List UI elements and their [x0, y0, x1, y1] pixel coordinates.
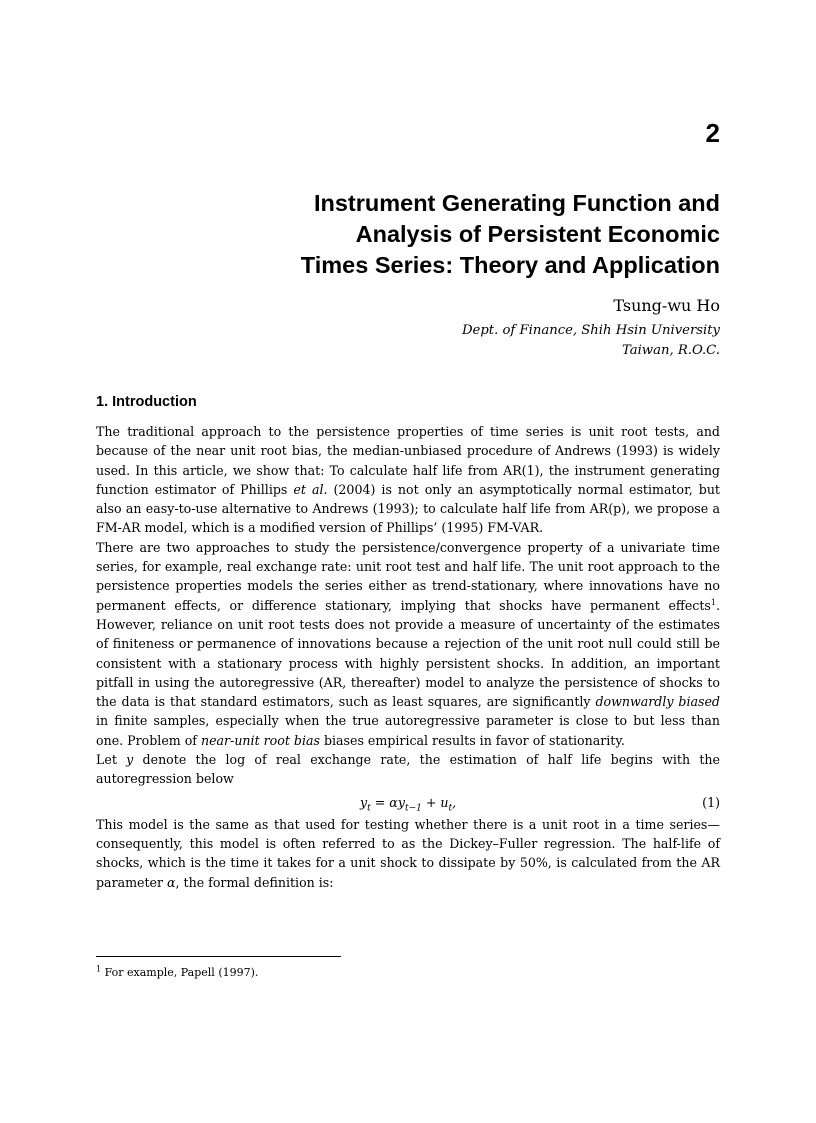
math-variable: y [360, 794, 368, 810]
footnote-marker: 1 [710, 597, 716, 607]
title-line: Analysis of Persistent Economic [355, 221, 720, 247]
math-operator: + [421, 794, 441, 810]
italic-text: et al. [293, 481, 328, 497]
affiliation-line: Taiwan, R.O.C. [621, 343, 720, 358]
math-variable: y [397, 794, 405, 810]
page [96, 0, 720, 1123]
italic-text: near-unit root bias [200, 732, 320, 748]
author-affiliation [462, 321, 720, 361]
chapter-title [160, 188, 720, 281]
text-run: There are two approaches to study the persistence/convergence property of a univariate time series, for example, real exchange rate: unit root test and half life. The unit root approach to the persistence properties models the series either as trend-stationary, where innovations have no permanent effects, or difference stationary, implying that shocks have permanent effects [96, 539, 720, 613]
text-run: This model is the same as that used for testing whether there is a unit root in a time series—consequently, this model is often referred to as the Dickey–Fuller regression. The half-life of shocks, which is the time it takes for a unit shock to dissipate by 50%, is calculated from the AR parameter [96, 816, 720, 890]
math-punctuation: , [452, 794, 457, 810]
author-name: Tsung-wu Ho [613, 296, 720, 315]
equation-row [96, 793, 720, 815]
equation-number: (1) [702, 794, 720, 810]
footnote-marker: 1 [96, 964, 102, 974]
paragraph [96, 538, 720, 750]
footnote-text: For example, Papell (1997). [101, 966, 259, 979]
chapter-number: 2 [705, 118, 720, 148]
italic-text: downwardly biased [595, 694, 720, 710]
text-run: , the formal definition is: [175, 874, 334, 890]
footnote-divider [96, 956, 341, 957]
text-run: The traditional approach to the persistence properties of time series is unit root tests, and because of the near unit root bias, the median-unbiased procedure of Andrews (1993) is widely used. In this article, we show that: To calculate half life from AR(1), the instrument generating function estimator of Phillips [96, 424, 720, 497]
equation [360, 793, 456, 812]
body-text [96, 422, 720, 892]
title-line: Times Series: Theory and Application [300, 252, 720, 278]
math-variable: α [167, 874, 176, 890]
text-run: denote the log of real exchange rate, the estimation of half life begins with the autoregression below [96, 752, 720, 787]
text-run: (2004) is not only an asymptotically normal estimator, but also an easy-to-use alternative to Andrews (1993); to calculate half life from AR(p), we propose a FM-AR model, which is a modified version of Phillips’ (1995) FM-VAR. [96, 481, 720, 536]
math-variable: y [126, 752, 134, 768]
paragraph [96, 750, 720, 789]
math-variable: u [440, 794, 449, 810]
title-line: Instrument Generating Function and [313, 190, 720, 216]
paragraph [96, 422, 720, 538]
math-subscript: t [448, 803, 453, 814]
text-run: . However, reliance on unit root tests does not provide a measure of uncertainty of the estimates of finiteness or permanence of innovations because a rejection of the unit root null could still be consistent with a stationary process with highly persistent shocks. In addition, an important pitfall in using the autoregressive (AR, thereafter) model to analyze the persistence of shocks to the data is that standard estimators, such as least squares, are significantly [96, 597, 720, 710]
text-run: Let [96, 752, 127, 768]
math-operator: = α [370, 794, 398, 810]
footnote [96, 966, 258, 979]
text-run: in finite samples, especially when the true autoregressive parameter is close to but less than one. Problem of [96, 713, 720, 748]
section-heading: 1. Introduction [96, 394, 197, 410]
paragraph [96, 815, 720, 892]
text-run: biases empirical results in favor of stationarity. [319, 732, 625, 748]
math-subscript: t−1 [404, 803, 422, 814]
math-subscript: t [367, 803, 371, 814]
affiliation-line: Dept. of Finance, Shih Hsin University [461, 323, 720, 338]
